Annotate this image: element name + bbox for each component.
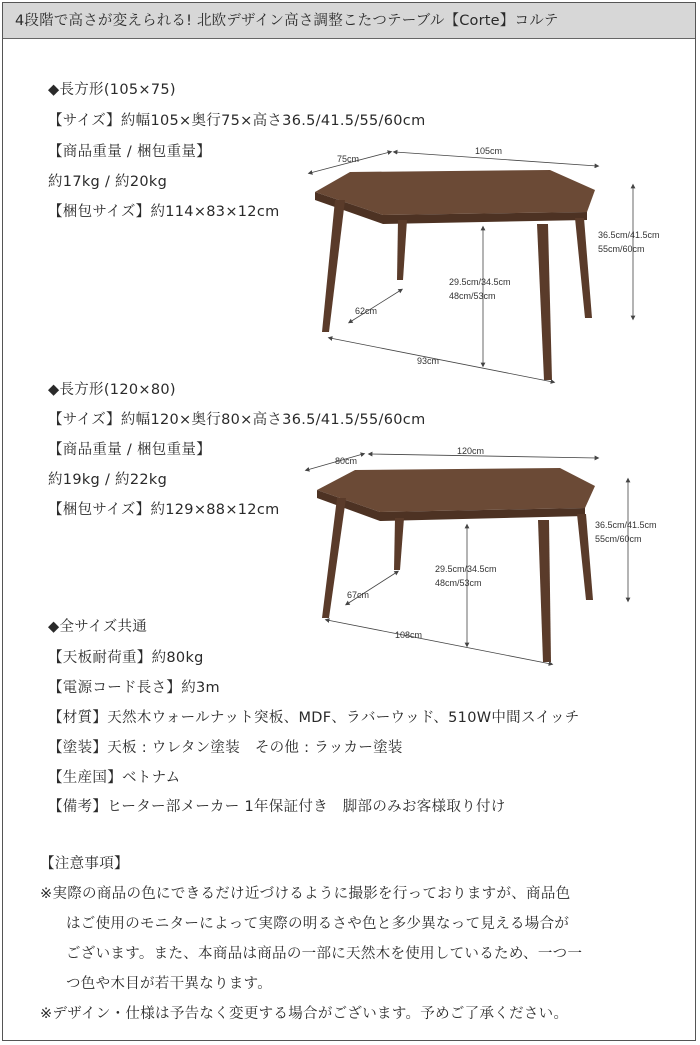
section1-weight-value: 約17kg / 約20kg bbox=[48, 174, 168, 190]
note1-line1: ※実際の商品の色にできるだけ近づけるように撮影を行っておりますが、商品色 bbox=[40, 886, 571, 902]
common-origin: 【生産国】ベトナム bbox=[48, 770, 181, 786]
note1-line2: はご使用のモニターによって実際の明るさや色と多少異なって見える場合が bbox=[66, 916, 570, 932]
table-leg bbox=[394, 518, 404, 570]
dim-inner-height-2: 48cm/53cm bbox=[435, 578, 482, 588]
table-leg bbox=[537, 224, 552, 380]
section1-size: 【サイズ】約幅105×奥行75×高さ36.5/41.5/55/60cm bbox=[48, 113, 426, 129]
page-title: 4段階で高さが変えられる! 北欧デザイン高さ調整こたつテーブル【Corte】コルテ bbox=[3, 3, 695, 39]
common-cord: 【電源コード長さ】約3m bbox=[48, 680, 220, 696]
section2-weight-label: 【商品重量 / 梱包重量】 bbox=[48, 442, 212, 458]
dim-depth: 75cm bbox=[337, 154, 360, 164]
section1-package: 【梱包サイズ】約114×83×12cm bbox=[48, 204, 280, 220]
dim-width: 120cm bbox=[457, 446, 485, 456]
section1-heading: ◆長方形(105×75) bbox=[48, 82, 176, 98]
dim-leg-depth: 62cm bbox=[355, 306, 378, 316]
common-material: 【材質】天然木ウォールナット突板、MDF、ラバーウッド、510W中間スイッチ bbox=[48, 710, 580, 726]
common-heading: ◆全サイズ共通 bbox=[48, 619, 148, 635]
dim-leg-width: 93cm bbox=[417, 356, 440, 366]
table-leg bbox=[397, 220, 407, 280]
section2-package: 【梱包サイズ】約129×88×12cm bbox=[48, 502, 280, 518]
table-diagram-120x80 bbox=[295, 440, 695, 670]
dim-inner-height-2: 48cm/53cm bbox=[449, 291, 496, 301]
dim-height-1: 36.5cm/41.5cm bbox=[598, 230, 660, 240]
section2-heading: ◆長方形(120×80) bbox=[48, 382, 176, 398]
table-leg bbox=[575, 218, 592, 318]
dim-leg-width: 108cm bbox=[395, 630, 423, 640]
dim-width: 105cm bbox=[475, 146, 503, 156]
table-leg bbox=[538, 520, 551, 662]
notes-heading: 【注意事項】 bbox=[40, 856, 129, 872]
table-leg bbox=[322, 200, 345, 332]
table-leg bbox=[322, 498, 346, 618]
common-load: 【天板耐荷重】約80kg bbox=[48, 650, 204, 666]
dim-inner-height-1: 29.5cm/34.5cm bbox=[449, 277, 511, 287]
dim-height-1: 36.5cm/41.5cm bbox=[595, 520, 657, 530]
section2-weight-value: 約19kg / 約22kg bbox=[48, 472, 168, 488]
dim-leg-depth: 67cm bbox=[347, 590, 370, 600]
table-leg bbox=[577, 514, 593, 600]
note2: ※デザイン・仕様は予告なく変更する場合がございます。予めご了承ください。 bbox=[40, 1006, 569, 1022]
common-remarks: 【備考】ヒーター部メーカー 1年保証付き 脚部のみお客様取り付け bbox=[48, 799, 506, 815]
common-finish: 【塗装】天板 : ウレタン塗装 その他 : ラッカー塗装 bbox=[48, 740, 403, 756]
dim-height-2: 55cm/60cm bbox=[598, 244, 645, 254]
note1-line4: つ色や木目が若干異なります。 bbox=[66, 976, 273, 992]
section2-size: 【サイズ】約幅120×奥行80×高さ36.5/41.5/55/60cm bbox=[48, 412, 426, 428]
dim-inner-height-1: 29.5cm/34.5cm bbox=[435, 564, 497, 574]
note1-line3: ございます。また、本商品は商品の一部に天然木を使用しているため、一つ一 bbox=[66, 946, 583, 962]
section1-weight-label: 【商品重量 / 梱包重量】 bbox=[48, 144, 212, 160]
dim-height-2: 55cm/60cm bbox=[595, 534, 642, 544]
dim-depth: 80cm bbox=[335, 456, 358, 466]
table-diagram-105x75 bbox=[295, 140, 695, 390]
